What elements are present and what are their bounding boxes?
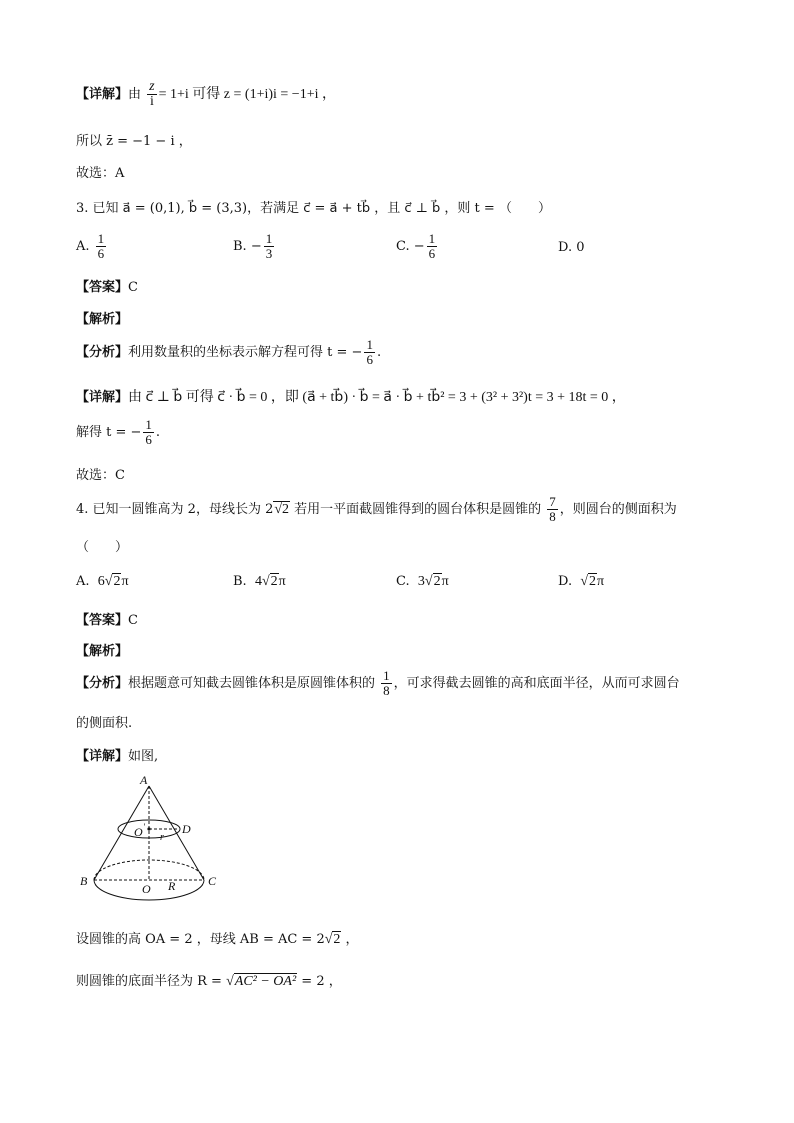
q4-detail: 【详解】如图, xyxy=(76,749,159,764)
question-3: 3. 已知 a⃗ = (0,1), b⃗ = (3,3)，若满足 c⃗ = a⃗ + tb⃗ ，且 c⃗ ⊥ b⃗ ，则 t = （ ） xyxy=(76,201,551,216)
label-D: D xyxy=(182,822,191,836)
q3-solve: 解得 t = − $\frac{1}{6}$ . xyxy=(76,417,161,447)
label-O1-prime: ′ xyxy=(143,822,145,832)
option-d: D. 0 xyxy=(558,240,585,255)
q3-choose: 故选：C xyxy=(76,468,125,483)
label-B: B xyxy=(80,874,88,888)
q4-answer: 【答案】C xyxy=(76,613,138,628)
q3-fenxi: 【分析】利用数量积的坐标表示解方程可得 t = − $\frac{1}{6}$ . xyxy=(76,337,382,367)
detail-line-1: 【详解】由 $\frac{z}{i}$ = 1+i 可得 z = (1+i)i = −1+i ， xyxy=(76,79,336,109)
q4-analysis: 【解析】 xyxy=(76,644,129,659)
detail-line-2: 所以 z̄ = −1 − i ， xyxy=(76,134,192,149)
q3-detail: 【详解】由 c⃗ ⊥ b⃗ 可得 c⃗ · b⃗ = 0 ，即 (a⃗ + tb⃗) · b⃗ = a⃗ · b⃗ + tb⃗² = 3 + (3² + 3²)t = 3 + 18t = 0 ， xyxy=(76,390,626,405)
label-A: A xyxy=(140,773,148,787)
question-4-options xyxy=(76,574,716,596)
option-d: D. √2π xyxy=(558,574,605,589)
detail-line-3: 故选：A xyxy=(76,166,125,181)
q3-analysis: 【解析】 xyxy=(76,312,129,327)
fraction: $\frac{z}{i}$ xyxy=(149,79,155,109)
q4-radius: 则圆锥的底面半径为 R = √AC² − OA² = 2 ， xyxy=(76,974,342,989)
label-O: O xyxy=(142,882,151,896)
label-r: r xyxy=(160,832,164,843)
option-b: B. − $\frac{1}{3}$ xyxy=(233,231,273,261)
option-a: A. 6√2π xyxy=(76,574,129,589)
q4-fenxi-2: 的侧面积. xyxy=(76,716,133,731)
option-c: C. − $\frac{1}{6}$ xyxy=(396,231,436,261)
q4-fenxi: 【分析】根据题意可知截去圆锥体积是原圆锥体积的 $\frac{1}{8}$ ，可求得截去圆锥的高和底面半径，从而可求圆台 xyxy=(76,668,680,698)
option-b: B. 4√2π xyxy=(233,574,286,589)
question-3-options xyxy=(76,232,716,268)
q3-answer: 【答案】C xyxy=(76,280,138,295)
cone-figure xyxy=(74,772,234,902)
label-R: R xyxy=(168,879,176,893)
option-a: A. $\frac{1}{6}$ xyxy=(76,231,105,261)
detail-label: 【详解】 xyxy=(76,87,129,102)
q4-set: 设圆锥的高 OA = 2 ，母线 AB = AC = 2√2 ， xyxy=(76,932,359,947)
question-4: 4. 已知一圆锥高为 2，母线长为 2√2 若用一平面截圆锥得到的圆台体积是圆锥的 $\frac{7}{8}$ ，则圆台的侧面积为 xyxy=(76,494,677,524)
label-C: C xyxy=(208,874,217,888)
question-4-paren: （ ） xyxy=(76,540,129,555)
label-O1: O xyxy=(134,825,143,839)
option-c: C. 3√2π xyxy=(396,574,449,589)
